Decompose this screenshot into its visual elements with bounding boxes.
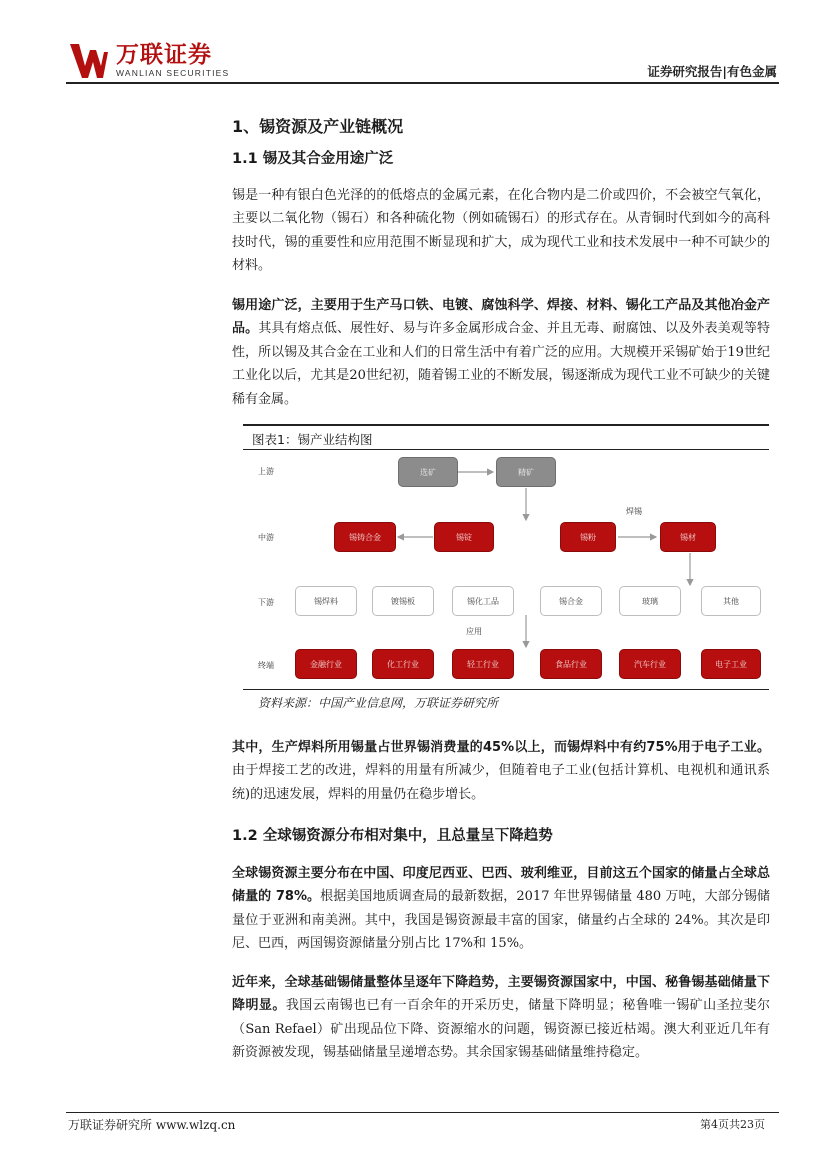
- wanlian-logo-icon: [70, 44, 108, 78]
- paragraph-5-text: 我国云南锡也已有一百余年的开采历史，储量下降明显；秘鲁唯一锡矿山圣拉斐尔（San Refael）矿出现品位下降、资源缩水的问题，锡资源已接近枯竭。澳大利亚近几年有新资源被发现，锡基础储量呈递增态势。其余国家锡基础储量维持稳定。: [232, 998, 770, 1061]
- logo-english-name: WANLIAN SECURITIES: [116, 68, 230, 78]
- footer-divider: [66, 1112, 779, 1113]
- node-tin-alloy-downstream: 锡合金: [540, 586, 602, 616]
- node-tin-chemicals: 锡化工品: [452, 586, 514, 616]
- node-tin-alloy: 锡铸合金: [334, 522, 396, 552]
- node-concentrate: 精矿: [496, 457, 556, 487]
- node-glass: 玻璃: [619, 586, 681, 616]
- node-electronics-industry: 电子工业: [701, 649, 761, 679]
- node-solder: 锡焊料: [295, 586, 357, 616]
- footer-website: 万联证券研究所 www.wlzq.cn: [68, 1118, 236, 1132]
- logo-chinese-name: 万联证券: [116, 42, 212, 68]
- subsection-title-2: 1.2 全球锡资源分布相对集中，且总量呈下降趋势: [232, 828, 553, 844]
- paragraph-5-bold: 近年来，全球基础锡储量整体呈逐年下降趋势，主要锡资源国家中，中国、秘鲁锡基础储量下降明显。: [232, 975, 770, 1014]
- paragraph-3: [232, 736, 770, 806]
- paragraph-4-bold: 全球锡资源主要分布在中国、印度尼西亚、巴西、玻利维亚，目前这五个国家的储量占全球总储量的 78%。: [232, 866, 770, 905]
- header-divider: [66, 82, 779, 84]
- node-light-industry: 轻工行业: [452, 649, 514, 679]
- figure-top-rule: [243, 424, 769, 426]
- paragraph-2-text: 其具有熔点低、展性好、易与许多金属形成合金、并且无毒、耐腐蚀、以及外表美观等特性，所以锡及其合金在工业和人们的日常生活中有着广泛的应用。大规模开采锡矿始于19世纪工业化以后，尤其是20世纪初，随着锡工业的不断发展，锡逐渐成为现代工业不可缺少的关键稀有金属。: [232, 321, 770, 407]
- paragraph-1: [232, 184, 770, 278]
- node-tinplate: 镀锡板: [372, 586, 434, 616]
- paragraph-1-text: 锡是一种有银白色光泽的的低熔点的金属元素，在化合物内是二价或四价，不会被空气氧化，主要以二氧化物（锡石）和各种硫化物（例如硫锡石）的形式存在。从青铜时代到如今的高科技时代，锡的重要性和应用范围不断显现和扩大，成为现代工业和技术发展中一种不可缺少的材料。: [232, 188, 770, 274]
- row-label-downstream: 下游: [258, 598, 274, 607]
- subsection-title-1: 1.1 锡及其合金用途广泛: [232, 151, 394, 167]
- paragraph-3-bold: 其中，生产焊料所用锡量占世界锡消费量的45%以上，而锡焊料中有约75%用于电子工业。: [232, 740, 770, 755]
- page-number: 第4页共23页: [700, 1118, 765, 1131]
- node-tin-ingot: 锡锭: [434, 522, 494, 552]
- node-chemical-industry: 化工行业: [372, 649, 434, 679]
- section-title: 1、锡资源及产业链概况: [232, 117, 404, 136]
- figure-bottom-rule: [243, 689, 769, 690]
- paragraph-2-bold: 锡用途广泛，主要用于生产马口铁、电镀、腐蚀科学、焊接、材料、锡化工产品及其他冶金产品。: [232, 298, 770, 337]
- note-application: 应用: [466, 627, 482, 636]
- row-label-upstream: 上游: [258, 467, 274, 476]
- figure-source: 资料来源：中国产业信息网，万联证券研究所: [258, 696, 499, 710]
- node-others: 其他: [701, 586, 761, 616]
- node-ore-dressing: 选矿: [398, 457, 458, 487]
- note-solder: 焊锡: [626, 507, 642, 516]
- node-auto-industry: 汽车行业: [619, 649, 681, 679]
- report-type-label: 证券研究报告|有色金属: [647, 64, 777, 79]
- paragraph-2: [232, 294, 770, 411]
- paragraph-3-text: 由于焊接工艺的改进，焊料的用量有所减少，但随着电子工业(包括计算机、电视机和通讯系统)的迅速发展，焊料的用量仍在稳步增长。: [232, 763, 770, 802]
- paragraph-4: [232, 862, 770, 956]
- node-tin-material: 锡材: [660, 522, 716, 552]
- row-label-midstream: 中游: [258, 533, 274, 542]
- paragraph-5: [232, 971, 770, 1065]
- row-label-terminal: 终端: [258, 661, 274, 670]
- node-tin-powder: 锡粉: [560, 522, 616, 552]
- industry-chain-diagram: [243, 450, 769, 688]
- node-finance-industry: 金融行业: [295, 649, 357, 679]
- node-food-industry: 食品行业: [540, 649, 602, 679]
- figure-title: 图表1：锡产业结构图: [252, 432, 373, 447]
- paragraph-4-text: 根据美国地质调查局的最新数据，2017 年世界锡储量 480 万吨，大部分锡储量位于亚洲和南美洲。其中，我国是锡资源最丰富的国家，储量约占全球的 24%。其次是印尼、巴西，两国锡资源储量分别占比 17%和 15%。: [232, 889, 770, 952]
